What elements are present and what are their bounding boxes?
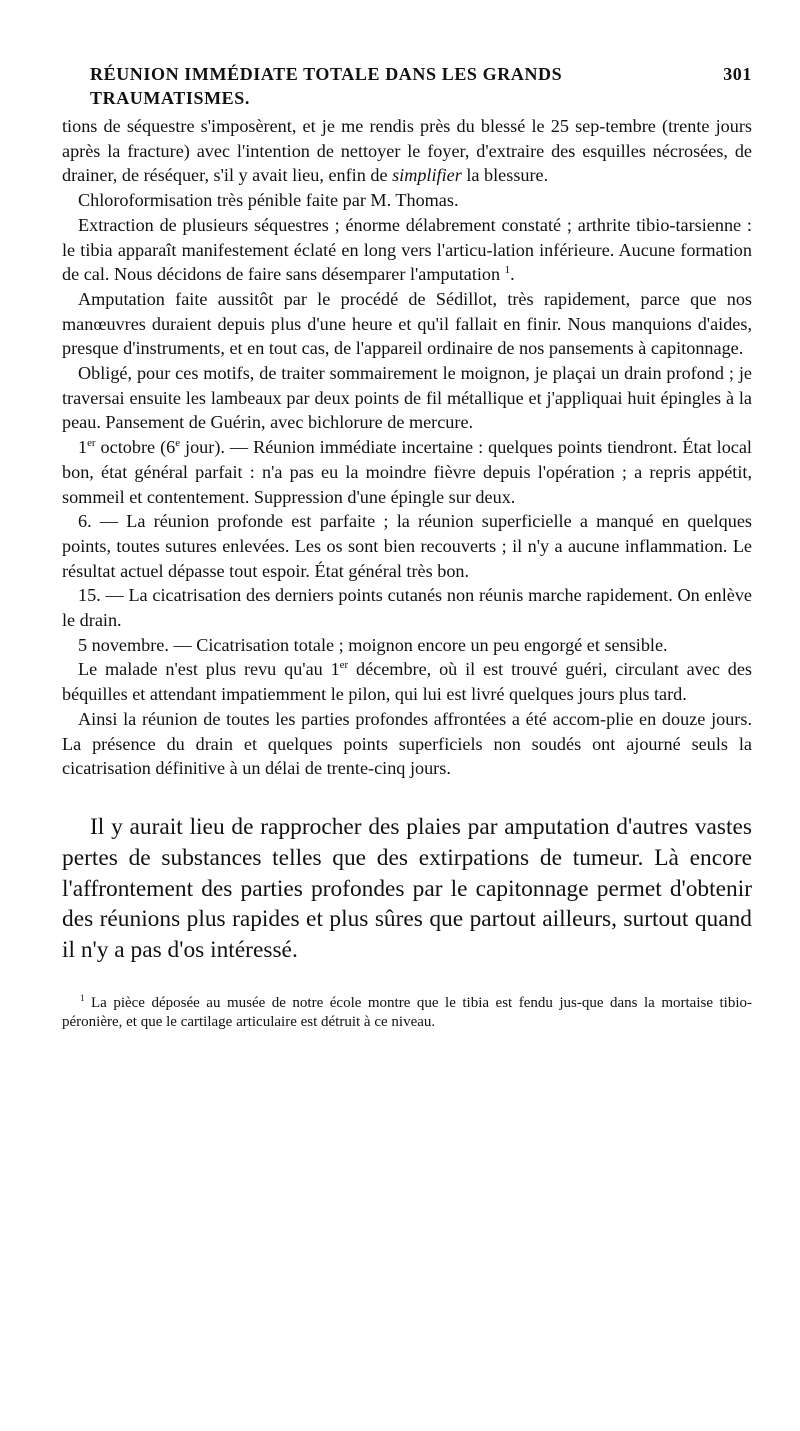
- paragraph-10-text-b: décembre, où il est trouvé guéri, circulant avec des béquilles et attendant impatiemment le pilon, qui lui est livré quelques jours plus tard.: [62, 659, 752, 705]
- main-text: [62, 812, 752, 966]
- page-number: 301: [723, 64, 752, 84]
- paragraph-3-text-b: .: [510, 264, 515, 285]
- paragraph-6: [62, 435, 752, 509]
- footnote-body: La pièce déposée au musée de notre école montre que le tibia est fendu jus-que dans la mortaise tibio-péronière, et que le cartilage articulaire est détruit à ce niveau.: [62, 994, 752, 1031]
- paragraph-6-text-a: 1: [78, 437, 88, 458]
- footnote: [62, 994, 752, 1033]
- footnote-marker: 1: [504, 264, 511, 277]
- case-report-text: [62, 114, 752, 781]
- paragraph-1: [62, 114, 752, 188]
- emphasis-simplifier: simplifier: [392, 165, 462, 186]
- paragraph-10: [62, 657, 752, 706]
- paragraph-6-text-c: jour). — Réunion immédiate incertaine : quelques points tiendront. État local bon, état général parfait : n'a pas eu la moindre fièvre depuis l'opération ; a repris appétit, sommeil et contentement. Suppression d'une épingle sur deux.: [62, 437, 752, 507]
- footnote-number: 1: [80, 992, 85, 1003]
- paragraph-2: Chloroformisation très pénible faite par M. Thomas.: [78, 190, 459, 211]
- footnote-text: [62, 994, 752, 1033]
- paragraph-3: [62, 213, 752, 287]
- large-paragraph: Il y aurait lieu de rapprocher des plaies par amputation d'autres vastes pertes de substances telles que des extirpations de tumeur. Là encore l'affrontement des parties profondes par le capitonnage permet d'obtenir des réunions plus rapides et plus sûres que partout ailleurs, surtout quand il n'y a pas d'os intéressé.: [62, 813, 752, 964]
- paragraph-1-text-b: la blessure.: [461, 165, 549, 186]
- ordinal-superscript: e: [175, 437, 181, 450]
- paragraph-8: 15. — La cicatrisation des derniers points cutanés non réunis marche rapidement. On enlève le drain.: [62, 585, 752, 631]
- paragraph-7: 6. — La réunion profonde est parfaite ; la réunion superficielle a manqué en quelques points, toutes sutures enlevées. Les os sont bien recouverts ; il n'y a aucune inflammation. Le résultat actuel dépasse tout espoir. État général très bon.: [62, 511, 752, 581]
- paragraph-4: Amputation faite aussitôt par le procédé de Sédillot, très rapidement, parce que nos manœuvres duraient depuis plus d'une heure et qu'il fallait en finir. Nous manquions d'aides, presque d'instruments, et en tout cas, de l'appareil ordinaire de nos pansements à capitonnage.: [62, 288, 752, 359]
- running-head: [62, 62, 752, 110]
- paragraph-9: 5 novembre. — Cicatrisation totale ; moignon encore un peu engorgé et sensible.: [78, 634, 668, 655]
- ordinal-superscript: er: [87, 437, 96, 450]
- paragraph-3-text-a: Extraction de plusieurs séquestres ; énorme délabrement constaté ; arthrite tibio-tarsienne : le tibia apparaît manifestement éclaté en long vers l'articu-lation inférieure. Aucune formation de cal. Nous décidons de faire sans désemparer l'amputation: [62, 214, 752, 285]
- page: [62, 62, 752, 1033]
- paragraph-1-text-a: tions de séquestre s'imposèrent, et je me rendis près du blessé le 25 sep-tembre (trente jours après la fracture) avec l'intention de nettoyer le foyer, d'extraire des esquilles nécrosées, de drainer, de réséquer, s'il y avait lieu, enfin de: [62, 116, 752, 186]
- ordinal-superscript: er: [339, 659, 349, 672]
- paragraph-6-text-b: octobre (6: [95, 437, 176, 458]
- paragraph-5: Obligé, pour ces motifs, de traiter sommairement le moignon, je plaçai un drain profond ; je traversai ensuite les lambeaux par deux points de fil métallique et j'appliquai huit épingles à la peau. Pansement de Guérin, avec bichlorure de mercure.: [62, 363, 752, 433]
- running-title: RÉUNION IMMÉDIATE TOTALE DANS LES GRANDS TRAUMATISMES.: [90, 64, 563, 108]
- paragraph-10-text-a: Le malade n'est plus revu qu'au 1: [78, 659, 340, 680]
- paragraph-11: Ainsi la réunion de toutes les parties profondes affrontées a été accom-plie en douze jours. La présence du drain et quelques points superficiels non soudés ont ajourné seuls la cicatrisation définitive à un délai de trente-cinq jours.: [62, 708, 752, 779]
